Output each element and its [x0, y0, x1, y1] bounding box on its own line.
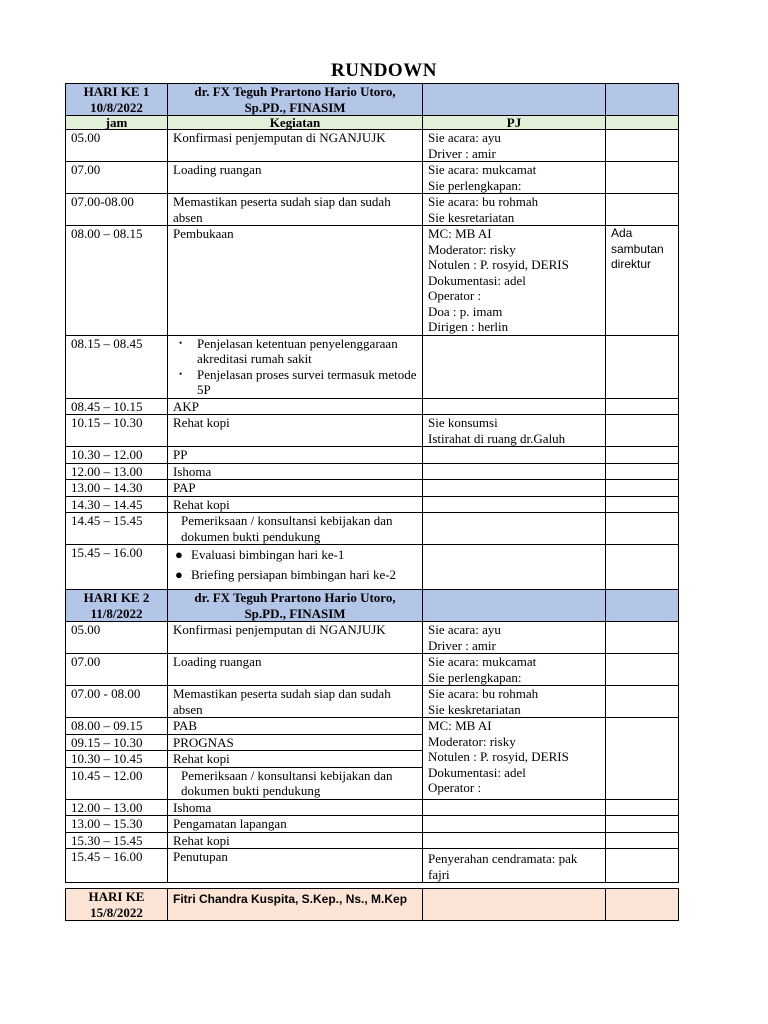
empty-cell: [606, 84, 679, 116]
speaker-cell: Fitri Chandra Kuspita, S.Kep., Ns., M.Kep: [168, 889, 423, 921]
pj-line: Sie acara: mukcamat: [428, 162, 537, 177]
bullet-icon: •: [179, 368, 183, 379]
pj-line: Istirahat di ruang dr.Galuh: [428, 430, 566, 446]
pj-line: Operator :: [428, 288, 482, 303]
day-label-cell: [66, 889, 168, 921]
speaker-cell: [168, 84, 423, 116]
activity-cell: Memastikan peserta sudah siap dan sudah absen: [168, 194, 423, 226]
speaker-line1: dr. FX Teguh Prartono Hario Utoro,: [194, 84, 396, 99]
note-cell: [606, 415, 679, 447]
day-label: HARI KE 1: [83, 84, 150, 99]
activity-cell: Loading ruangan: [168, 162, 423, 194]
col-header-pj: PJ: [423, 116, 606, 130]
time-cell: 13.00 – 15.30: [66, 816, 168, 833]
column-header-row: [66, 116, 679, 130]
empty-cell: [606, 889, 679, 921]
note-cell: [606, 335, 679, 398]
table-row: [66, 496, 679, 513]
activity-cell: [168, 545, 423, 594]
table-row: [66, 816, 679, 833]
pj-cell: [423, 335, 606, 398]
pj-line: Sie keskretariatan: [428, 701, 521, 717]
time-cell: 12.00 – 13.00: [66, 463, 168, 480]
bullet-text: Evaluasi bimbingan hari ke-1: [191, 547, 345, 562]
table-row: [66, 226, 679, 336]
note-cell: [606, 622, 679, 654]
time-cell: 08.15 – 08.45: [66, 335, 168, 398]
bullet-item: [173, 336, 417, 367]
activity-cell: PAP: [168, 480, 423, 497]
time-cell: 14.45 – 15.45: [66, 513, 168, 545]
pj-cell-merged: [423, 718, 606, 800]
empty-cell: [606, 590, 679, 622]
time-cell: 15.30 – 15.45: [66, 832, 168, 849]
pj-cell: [423, 686, 606, 718]
note-cell: [606, 398, 679, 415]
pj-cell: [423, 545, 606, 594]
note-cell: [606, 463, 679, 480]
time-cell: 07.00 - 08.00: [66, 686, 168, 718]
pj-cell: [423, 816, 606, 833]
activity-cell: Loading ruangan: [168, 654, 423, 686]
activity-cell: Rehat kopi: [168, 415, 423, 447]
time-cell: 10.30 – 10.45: [66, 751, 168, 768]
bullet-item: [173, 567, 417, 583]
activity-cell: Penutupan: [168, 849, 423, 883]
note-cell: [606, 686, 679, 718]
pj-cell: [423, 654, 606, 686]
activity-cell: Konfirmasi penjemputan di NGANJUJK: [168, 622, 423, 654]
table-row: [66, 513, 679, 545]
pj-line: Sie acara: ayu: [428, 130, 501, 145]
note-cell: [606, 513, 679, 545]
pj-line: Sie perlengkapan:: [428, 669, 522, 685]
activity-cell: Rehat kopi: [168, 832, 423, 849]
time-cell: 08.00 – 09.15: [66, 718, 168, 735]
time-cell: 07.00-08.00: [66, 194, 168, 226]
day-date: 10/8/2022: [90, 99, 143, 115]
day2-header-row: [66, 590, 679, 622]
table-row: [66, 799, 679, 816]
pj-line: Sie acara: bu rohmah: [428, 194, 539, 209]
day1-table: [65, 83, 679, 594]
bullet-icon: ●: [175, 547, 183, 562]
speaker-line2: Sp.PD., FINASIM: [244, 99, 346, 115]
activity-cell: [168, 513, 423, 545]
table-row: [66, 545, 679, 594]
activity-cell: [168, 767, 423, 799]
speaker-cell: [168, 590, 423, 622]
table-row: [66, 480, 679, 497]
pj-line: Moderator: risky: [428, 733, 516, 749]
pj-line: Sie konsumsi: [428, 415, 498, 430]
pj-line: Sie kesretariatan: [428, 209, 515, 225]
bullet-icon: •: [179, 337, 183, 348]
pj-cell: [423, 447, 606, 464]
time-cell: 15.45 – 16.00: [66, 849, 168, 883]
time-cell: 09.15 – 10.30: [66, 734, 168, 751]
time-cell: 10.45 – 12.00: [66, 767, 168, 799]
time-cell: 07.00: [66, 654, 168, 686]
note-cell: [606, 654, 679, 686]
time-cell: 10.30 – 12.00: [66, 447, 168, 464]
pj-cell: [423, 849, 606, 883]
col-header-kegiatan: Kegiatan: [168, 116, 423, 130]
note-cell: [606, 816, 679, 833]
day3-table: [65, 888, 679, 921]
pj-line: Doa : p. imam: [428, 303, 503, 319]
activity-cell: Rehat kopi: [168, 496, 423, 513]
note-cell: [606, 447, 679, 464]
time-cell: 08.00 – 08.15: [66, 226, 168, 336]
day2-table: [65, 589, 679, 883]
pj-cell: [423, 463, 606, 480]
pj-line: MC: MB AI: [428, 226, 492, 241]
time-cell: 13.00 – 14.30: [66, 480, 168, 497]
pj-cell: [423, 496, 606, 513]
day-date: 15/8/2022: [90, 904, 143, 920]
pj-line: Dokumentasi: adel: [428, 272, 526, 288]
pj-line: Moderator: risky: [428, 241, 516, 257]
note-cell: [606, 130, 679, 162]
activity-cell: [168, 335, 423, 398]
activity-cell: Memastikan peserta sudah siap dan sudah absen: [168, 686, 423, 718]
activity-cell: Pembukaan: [168, 226, 423, 336]
note-cell: [606, 480, 679, 497]
activity-text: Pemeriksaan / konsultansi kebijakan dan dokumen bukti pendukung: [181, 513, 393, 544]
time-cell: 05.00: [66, 622, 168, 654]
bullet-icon: ●: [175, 566, 183, 582]
pj-cell: [423, 415, 606, 447]
empty-cell: [423, 84, 606, 116]
note-cell: Ada sambutan direktur: [606, 226, 679, 336]
pj-cell: [423, 513, 606, 545]
activity-cell: Konfirmasi penjemputan di NGANJUJK: [168, 130, 423, 162]
speaker-line2: Sp.PD., FINASIM: [244, 605, 346, 621]
note-cell: [606, 545, 679, 594]
table-row: [66, 194, 679, 226]
table-row: [66, 335, 679, 398]
table-row: [66, 415, 679, 447]
time-cell: 08.45 – 10.15: [66, 398, 168, 415]
table-row: [66, 447, 679, 464]
activity-cell: PP: [168, 447, 423, 464]
col-header-extra: [606, 116, 679, 130]
pj-cell: [423, 799, 606, 816]
day1-header-row: [66, 84, 679, 116]
day3-header-row: [66, 889, 679, 921]
empty-cell: [423, 590, 606, 622]
pj-line: Driver : amir: [428, 145, 496, 161]
activity-cell: AKP: [168, 398, 423, 415]
pj-line: Operator :: [428, 780, 482, 795]
pj-cell: [423, 162, 606, 194]
activity-cell: PROGNAS: [168, 734, 423, 751]
time-cell: 05.00: [66, 130, 168, 162]
table-row: [66, 718, 679, 735]
bullet-text: Briefing persiapan bimbingan hari ke-2: [191, 566, 397, 582]
time-cell: 12.00 – 13.00: [66, 799, 168, 816]
pj-line: Sie acara: ayu: [428, 622, 501, 637]
table-row: [66, 162, 679, 194]
bullet-text: Penjelasan ketentuan penyelenggaraan akreditasi rumah sakit: [197, 335, 398, 366]
pj-cell: [423, 194, 606, 226]
table-row: [66, 686, 679, 718]
pj-line: Dokumentasi: adel: [428, 764, 526, 780]
pj-line: Sie perlengkapan:: [428, 177, 522, 193]
bullet-item: [173, 547, 417, 563]
pj-cell: [423, 226, 606, 336]
pj-line: Penyerahan cendramata: pak fajri: [428, 851, 578, 882]
pj-cell: [423, 832, 606, 849]
day-date: 11/8/2022: [90, 605, 143, 621]
table-row: [66, 463, 679, 480]
pj-cell: [423, 480, 606, 497]
bullet-text: Penjelasan proses survei termasuk metode 5P: [197, 366, 417, 397]
time-cell: 10.15 – 10.30: [66, 415, 168, 447]
table-row: [66, 398, 679, 415]
note-cell: [606, 194, 679, 226]
note-cell: [606, 849, 679, 883]
time-cell: 15.45 – 16.00: [66, 545, 168, 594]
activity-cell: Pengamatan lapangan: [168, 816, 423, 833]
pj-line: Notulen : P. rosyid, DERIS: [428, 749, 569, 764]
col-header-jam: jam: [66, 116, 168, 130]
activity-cell: PAB: [168, 718, 423, 735]
activity-cell: Ishoma: [168, 799, 423, 816]
activity-text: Pemeriksaan / konsultansi kebijakan dan dokumen bukti pendukung: [181, 767, 393, 798]
pj-line: Driver : amir: [428, 637, 496, 653]
note-cell: [606, 496, 679, 513]
activity-cell: Rehat kopi: [168, 751, 423, 768]
note-cell: [606, 799, 679, 816]
note-cell: [606, 162, 679, 194]
bullet-item: [173, 367, 417, 398]
note-cell: [606, 832, 679, 849]
day-label: HARI KE: [88, 889, 145, 904]
pj-line: Notulen : P. rosyid, DERIS: [428, 257, 569, 272]
table-row: [66, 849, 679, 883]
table-row: [66, 654, 679, 686]
pj-line: Sie acara: mukcamat: [428, 654, 537, 669]
time-cell: 07.00: [66, 162, 168, 194]
pj-cell: [423, 130, 606, 162]
activity-cell: Ishoma: [168, 463, 423, 480]
pj-cell: [423, 622, 606, 654]
table-row: [66, 130, 679, 162]
day-label-cell: [66, 84, 168, 116]
table-row: [66, 622, 679, 654]
table-row: [66, 832, 679, 849]
pj-line: MC: MB AI: [428, 718, 492, 733]
empty-cell: [423, 889, 606, 921]
pj-line: Dirigen : herlin: [428, 319, 509, 334]
time-cell: 14.30 – 14.45: [66, 496, 168, 513]
speaker-line1: dr. FX Teguh Prartono Hario Utoro,: [194, 590, 396, 605]
pj-line: Sie acara: bu rohmah: [428, 686, 539, 701]
day-label: HARI KE 2: [83, 590, 150, 605]
note-cell: [606, 718, 679, 800]
day-label-cell: [66, 590, 168, 622]
page-title: RUNDOWN: [331, 60, 437, 81]
pj-cell: [423, 398, 606, 415]
